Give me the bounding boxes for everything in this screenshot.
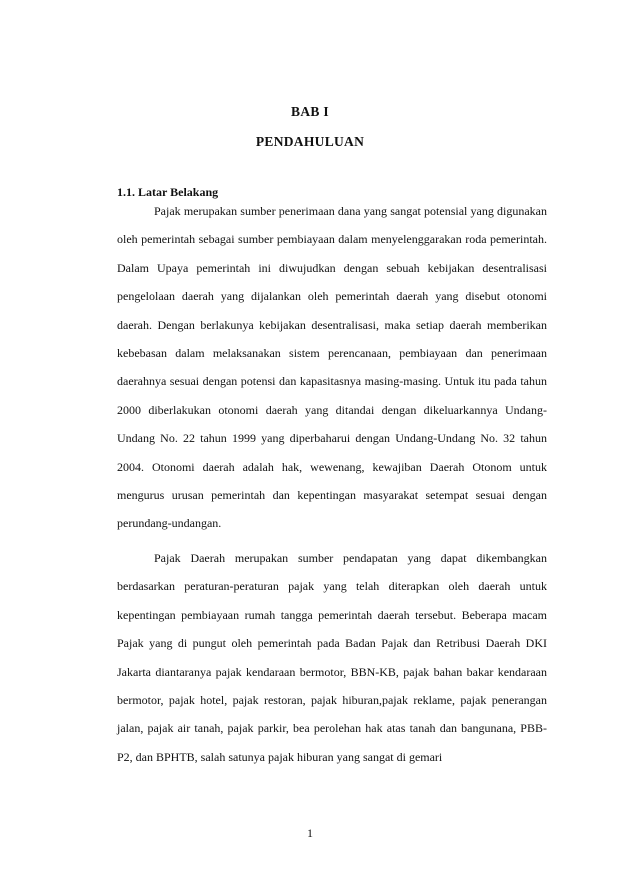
section-heading: 1.1. Latar Belakang xyxy=(117,185,219,199)
paragraph: Pajak merupakan sumber penerimaan dana yang sangat potensial yang digunakan oleh pemerintah sebagai sumber pembiayaan dalam menyelenggarakan roda pemerintah. Dalam Upaya pemerintah ini diwujudkan dengan sebuah kebijakan desentralisasi pengelolaan daerah yang dijalankan oleh pemerintah daerah yang disebut otonomi daerah. Dengan berlakunya kebijakan desentralisasi, maka setiap daerah memberikan kebebasan dalam melaksanakan sistem perencanaan, pembiayaan dan penerimaan daerahnya sesuai dengan potensi dan kapasitasnya masing-masing. Untuk itu pada tahun 2000 diberlakukan otonomi daerah yang ditandai dengan dikeluarkannya Undang-Undang No. 22 tahun 1999 yang diperbaharui dengan Undang-Undang No. 32 tahun 2004. Otonomi daerah adalah hak, wewenang, kewajiban Daerah Otonom untuk mengurus urusan pemerintah dan kepentingan masyarakat setempat sesuai dengan perundang-undangan. xyxy=(117,204,547,531)
chapter-number: BAB I xyxy=(291,104,329,119)
body-text xyxy=(117,197,547,771)
paragraph: Pajak Daerah merupakan sumber pendapatan yang dapat dikembangkan berdasarkan peraturan-peraturan pajak yang telah diterapkan oleh daerah untuk kepentingan pembiayaan rumah tangga pemerintah daerah tersebut. Beberapa macam Pajak yang di pungut oleh pemerintah pada Badan Pajak dan Retribusi Daerah DKI Jakarta diantaranya pajak kendaraan bermotor, BBN-KB, pajak bahan bakar kendaraan bermotor, pajak hotel, pajak restoran, pajak hiburan,pajak reklame, pajak penerangan jalan, pajak air tanah, pajak parkir, bea perolehan hak atas tanah dan bangunana, PBB-P2, dan BPHTB, salah satunya pajak hiburan yang sangat di gemari xyxy=(117,550,547,764)
chapter-title: PENDAHULUAN xyxy=(255,134,365,149)
page-number: 1 xyxy=(307,826,313,840)
